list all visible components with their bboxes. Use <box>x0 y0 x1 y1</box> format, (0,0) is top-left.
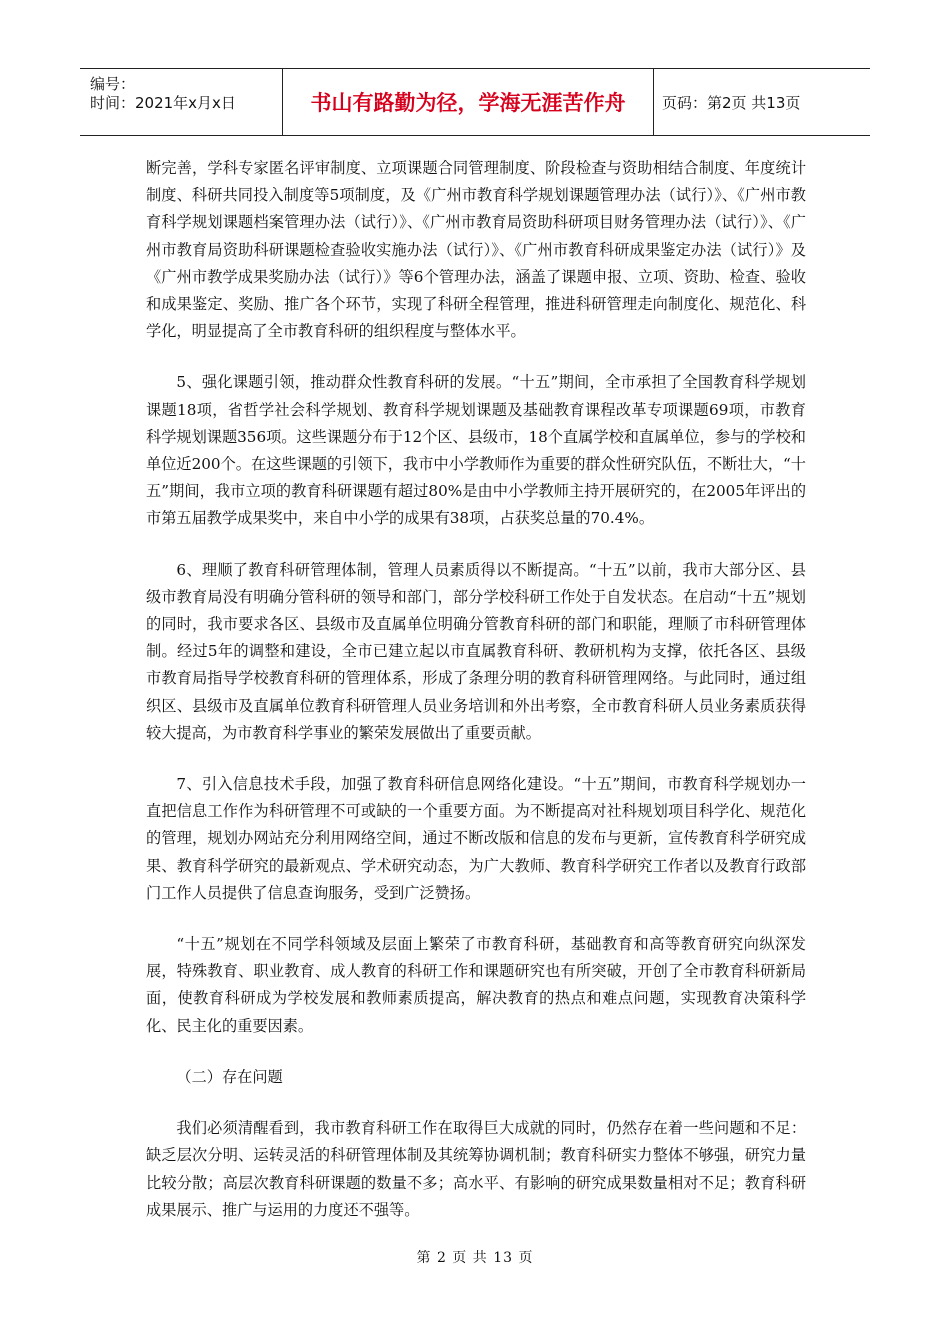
paragraph-item-7: 7、引入信息技术手段，加强了教育科研信息网络化建设。“十五”期间，市教育科学规划办一直把信息工作作为科研管理不可或缺的一个重要方面。为不断提高对社科规划项目科学化、规范化的管理，规划办网站充分利用网络空间，通过不断改版和信息的发布与更新，宣传教育科学研究成果、教育科学研究的最新观点、学术研究动态，为广大教师、教育科学研究工作者以及教育行政部门工作人员提供了信息查询服务，受到广泛赞扬。 <box>146 775 806 902</box>
number-label: 编号： <box>90 75 136 93</box>
paragraph-item-5: 5、强化课题引领，推动群众性教育科研的发展。“十五”期间，全市承担了全国教育科学规划课题18项，省哲学社会科学规划、教育科学规划课题及基础教育课程改革专项课题69项，市教育科学规划课题356项。这些课题分布于12个区、县级市，18个直属学校和直属单位，参与的学校和单位近200个。在这些课题的引领下，我市中小学教师作为重要的群众性研究队伍，不断壮大，“十五”期间，我市立项的教育科研课题有超过80%是由中小学教师主持开展研究的，在2005年评出的市第五届教学成果奖中，来自中小学的成果有38项，占获奖总量的70.4%。 <box>146 373 806 528</box>
page-footer: 第 2 页 共 13 页 <box>416 1250 534 1266</box>
time-label: 时间：2021年x月x日 <box>90 94 236 112</box>
header-meta <box>80 69 283 135</box>
header-page-info: 页码：第2页 共13页 <box>662 93 801 112</box>
page-header <box>80 68 870 136</box>
paragraph-problems: 我们必须清醒看到，我市教育科研工作在取得巨大成就的同时，仍然存在着一些问题和不足：缺乏层次分明、运转灵活的科研管理体制及其统筹协调机制；教育科研实力整体不够强，研究力量比较分散；高层次教育科研课题的数量不多；高水平、有影响的研究成果数量相对不足；教育科研成果展示、推广与运用的力度还不强等。 <box>146 1119 806 1219</box>
paragraph-summary: “十五”规划在不同学科领域及层面上繁荣了市教育科研，基础教育和高等教育研究向纵深发展，特殊教育、职业教育、成人教育的科研工作和课题研究也有所突破，开创了全市教育科研新局面，使教育科研成为学校发展和教师素质提高，解决教育的热点和难点问题，实现教育决策科学化、民主化的重要因素。 <box>146 935 806 1035</box>
paragraph-item-6: 6、理顺了教育科研管理体制，管理人员素质得以不断提高。“十五”以前，我市大部分区、县级市教育局没有明确分管科研的领导和部门，部分学校科研工作处于自发状态。在启动“十五”规划的同时，我市要求各区、县级市及直属单位明确分管教育科研的部门和职能，理顺了市科研管理体制。经过5年的调整和建设，全市已建立起以市直属教育科研、教研机构为支撑，依托各区、县级市教育局指导学校教育科研的管理体系，形成了条理分明的教育科研管理网络。与此同时，通过组织区、县级市及直属单位教育科研管理人员业务培训和外出考察，全市教育科研人员业务素质获得较大提高，为市教育科学事业的繁荣发展做出了重要贡献。 <box>146 560 806 742</box>
document-body <box>146 155 806 1248</box>
header-motto: 书山有路勤为径，学海无涯苦作舟 <box>283 69 654 135</box>
section-heading-problems: （二）存在问题 <box>176 1067 283 1086</box>
paragraph-continued: 断完善，学科专家匿名评审制度、立项课题合同管理制度、阶段检查与资助相结合制度、年度统计制度、科研共同投入制度等5项制度，及《广州市教育科学规划课题管理办法（试行）》、《广州市教育科学规划课题档案管理办法（试行）》、《广州市教育局资助科研项目财务管理办法（试行）》、《广州市教育局资助科研课题检查验收实施办法（试行）》、《广州市教育科研成果鉴定办法（试行）》及《广州市教学成果奖励办法（试行）》等6个管理办法，涵盖了课题申报、立项、资助、检查、验收和成果鉴定、奖励、推广各个环节，实现了科研全程管理，推进科研管理走向制度化、规范化、科学化，明显提高了全市教育科研的组织程度与整体水平。 <box>146 159 806 341</box>
